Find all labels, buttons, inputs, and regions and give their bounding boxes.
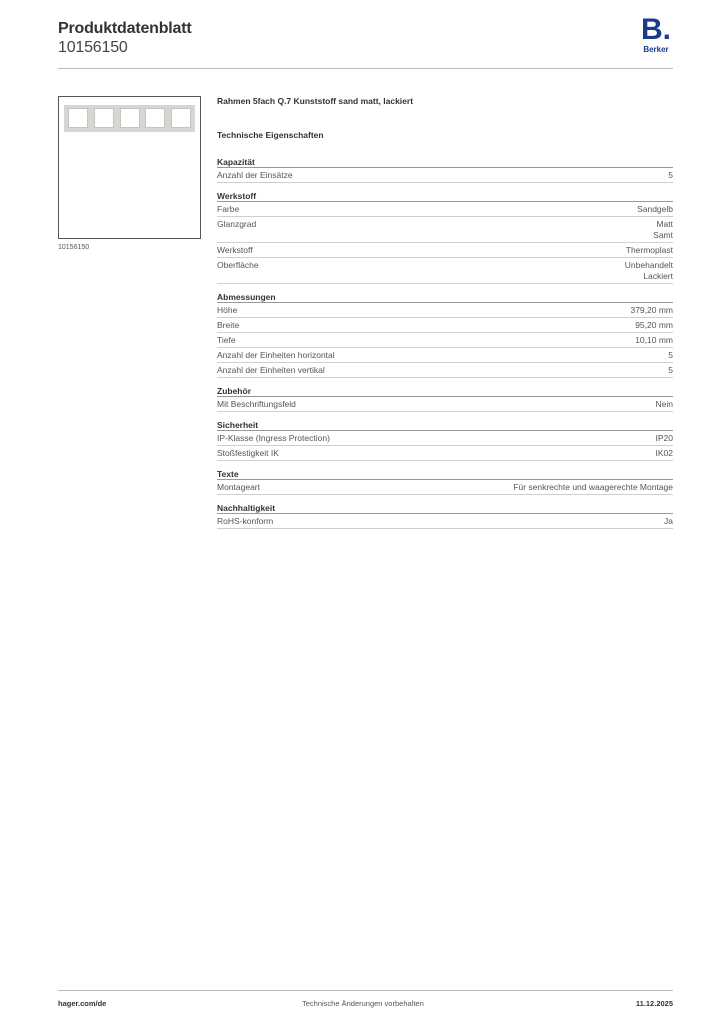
property-label: Anzahl der Einheiten horizontal [217,350,335,360]
property-value [656,399,673,410]
frame-window [145,108,165,128]
property-value-line: 10,10 mm [635,335,673,345]
footer-divider [58,990,673,991]
property-value [668,170,673,181]
document-number: 10156150 [58,39,128,56]
property-value [635,320,673,331]
property-row [217,168,673,183]
group-title: Zubehör [217,386,673,397]
logo-text: Berker [643,45,669,54]
property-group [217,157,673,183]
property-row [217,243,673,258]
property-value-line: Lackiert [643,271,673,281]
footer-disclaimer: Technische Änderungen vorbehalten [302,999,424,1008]
property-label: Höhe [217,305,238,315]
property-group [217,191,673,284]
property-row [217,333,673,348]
group-title: Nachhaltigkeit [217,503,673,514]
property-row [217,348,673,363]
group-title: Kapazität [217,157,673,168]
property-label: Glanzgrad [217,219,257,229]
property-value-line: Ja [664,516,673,526]
group-title: Werkstoff [217,191,673,202]
property-value [625,260,673,282]
product-name: Rahmen 5fach Q.7 Kunststoff sand matt, lackiert [217,96,414,106]
property-value-line: 95,20 mm [635,320,673,330]
group-title: Abmessungen [217,292,673,303]
property-group [217,469,673,495]
logo-mark: B. [641,13,671,46]
property-row [217,446,673,461]
product-image [58,96,201,239]
property-value-line: IP20 [655,433,673,443]
property-row [217,431,673,446]
section-heading: Technische Eigenschaften [217,130,324,140]
property-groups [217,157,673,529]
property-value-line: Thermoplast [625,245,673,255]
property-value [513,482,673,493]
property-value [635,335,673,346]
product-content [217,96,673,537]
property-label: Stoßfestigkeit IK [217,448,279,458]
frame-illustration [64,105,195,132]
image-caption: 10156150 [58,244,90,251]
property-label: Anzahl der Einsätze [217,170,293,180]
property-label: Tiefe [217,335,236,345]
berker-logo [639,13,673,54]
property-value-line: Nein [655,399,673,409]
property-group [217,292,673,378]
property-row [217,303,673,318]
property-label: Mit Beschriftungsfeld [217,399,296,409]
property-value-line: 5 [668,365,673,375]
property-value [656,433,674,444]
footer-date: 11.12.2025 [635,999,673,1008]
frame-window [120,108,140,128]
page-header [58,13,673,70]
property-row [217,363,673,378]
property-label: Farbe [217,204,240,214]
frame-window [94,108,114,128]
document-title: Produktdatenblatt [58,20,192,37]
header-divider [58,68,673,69]
property-label: Montageart [217,482,260,492]
property-label: Oberfläche [217,260,259,270]
property-label: Werkstoff [217,245,253,255]
property-label: RoHS-konform [217,516,274,526]
property-value [653,219,673,241]
property-label: Breite [217,320,240,330]
property-row [217,480,673,495]
property-row [217,514,673,529]
property-label: Anzahl der Einheiten vertikal [217,365,325,375]
property-value [630,305,673,316]
property-row [217,202,673,217]
property-group [217,503,673,529]
property-row [217,397,673,412]
property-value-line: Unbehandelt [624,260,673,270]
property-value-line: IK02 [655,448,673,458]
property-value-line: 5 [668,350,673,360]
property-row [217,258,673,284]
property-value-line: Matt [656,219,673,229]
property-value [668,350,673,361]
property-value [656,448,674,459]
property-value-line: Samt [653,230,673,240]
footer-website: hager.com/de [58,999,107,1008]
group-title: Sicherheit [217,420,673,431]
property-row [217,217,673,243]
property-value [664,516,673,527]
property-value [637,204,673,215]
frame-window [68,108,88,128]
group-title: Texte [217,469,673,480]
property-value-line: 5 [668,170,673,180]
property-label: IP-Klasse (Ingress Protection) [217,433,330,443]
property-group [217,420,673,461]
property-group [217,386,673,412]
property-value-line: Sandgelb [637,204,673,214]
frame-window [171,108,191,128]
property-value-line: 379,20 mm [630,305,673,315]
property-value-line: Für senkrechte und waagerechte Montage [513,482,673,492]
property-row [217,318,673,333]
property-value [668,365,673,376]
property-value [626,245,673,256]
